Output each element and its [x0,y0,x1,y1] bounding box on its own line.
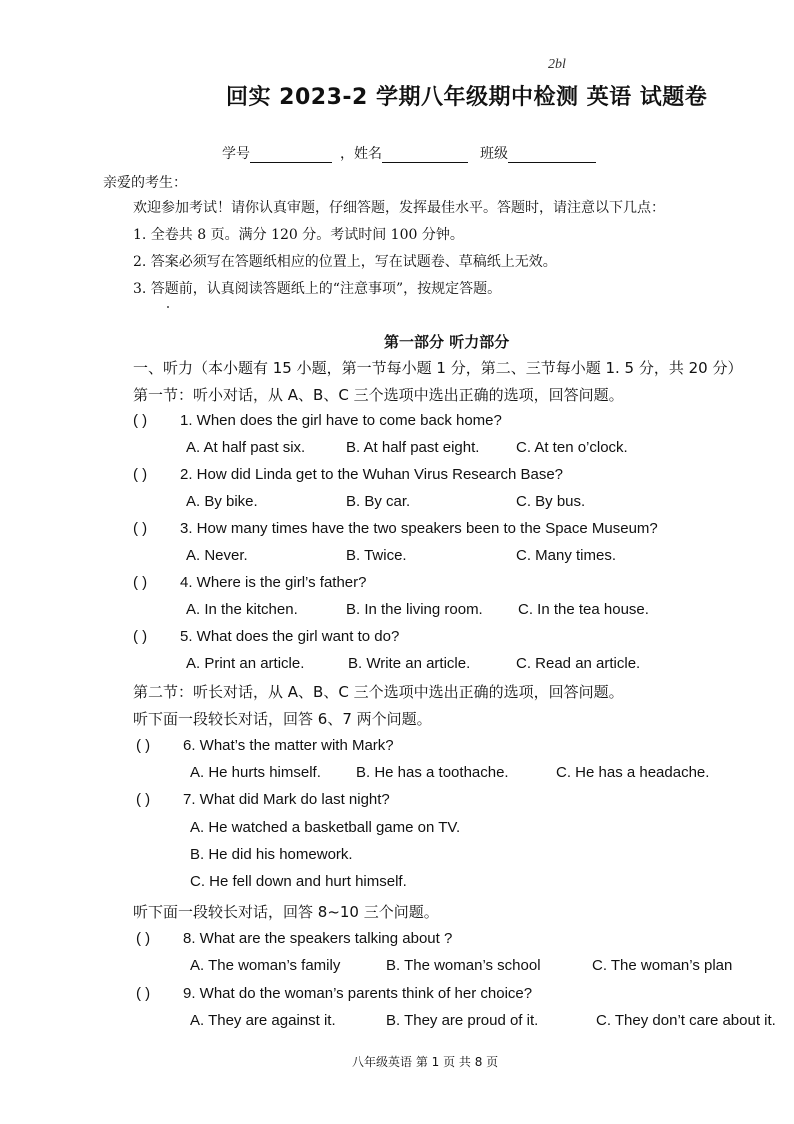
question-stem: 5. What does the girl want to do? [180,628,400,645]
student-class-field[interactable] [480,143,596,163]
option-c[interactable]: C. The woman’s plan [592,957,733,974]
option-a[interactable]: A. He watched a basketball game on TV. [190,819,461,836]
instruction-line: 欢迎参加考试！请你认真审题，仔细答题，发挥最佳水平。答题时，请注意以下几点： [133,200,665,216]
option-b[interactable]: B. By car. [346,493,411,510]
dialog-intro: 听下面一段较长对话，回答 6、7 两个问题。 [133,710,432,728]
option-c[interactable]: C. In the tea house. [518,601,649,618]
question-stem: 1. When does the girl have to come back home? [180,412,502,429]
option-c[interactable]: C. He fell down and hurt himself. [190,873,407,890]
option-a[interactable]: A. By bike. [186,493,258,510]
answer-blank[interactable]: ( ) [133,466,148,483]
stray-mark [167,306,169,308]
option-b[interactable]: B. The woman’s school [386,957,541,974]
answer-blank[interactable]: ( ) [133,628,148,645]
instruction-line: 3. 答题前，认真阅读答题纸上的“注意事项”，按规定答题。 [133,281,502,297]
answer-blank[interactable]: ( ) [133,412,148,429]
option-a[interactable]: A. He hurts himself. [190,764,321,781]
handwritten-note: 2bl [548,57,566,72]
option-c[interactable]: C. By bus. [516,493,586,510]
question-stem: 2. How did Linda get to the Wuhan Virus Research Base? [180,466,564,483]
section-intro: 第二节：听长对话，从 A、B、C 三个选项中选出正确的选项，回答问题。 [133,683,624,701]
option-a[interactable]: A. At half past six. [186,439,306,456]
student-class-label: 班级 [480,146,508,162]
option-b[interactable]: B. Twice. [346,547,407,564]
section-header: 一、听力（本小题有 15 小题，第一节每小题 1 分，第二、三节每小题 1. 5 分，共 20 分） [133,359,743,377]
answer-blank[interactable]: ( ) [136,791,151,808]
question-stem: 3. How many times have the two speakers been to the Space Museum? [180,520,658,537]
question-stem: 8. What are the speakers talking about ? [183,930,453,947]
option-c[interactable]: C. Many times. [516,547,617,564]
part-title: 第一部分 听力部分 [384,333,510,351]
option-a[interactable]: A. They are against it. [190,1012,336,1029]
question-stem: 7. What did Mark do last night? [183,791,390,808]
option-b[interactable]: B. At half past eight. [346,439,480,456]
student-name-field[interactable] [340,143,468,163]
question-stem: 4. Where is the girl’s father? [180,574,367,591]
option-c[interactable]: C. At ten o’clock. [516,439,628,456]
option-c[interactable]: C. They don’t care about it. [596,1012,776,1029]
question-stem: 9. What do the woman’s parents think of her choice? [183,985,533,1002]
option-b[interactable]: B. Write an article. [348,655,471,672]
option-c[interactable]: C. Read an article. [516,655,641,672]
student-name-blank[interactable] [382,148,468,163]
answer-blank[interactable]: ( ) [133,520,148,537]
option-b[interactable]: B. He has a toothache. [356,764,509,781]
student-class-blank[interactable] [508,148,596,163]
question-stem: 6. What’s the matter with Mark? [183,737,394,754]
option-b[interactable]: B. He did his homework. [190,846,353,863]
greeting: 亲爱的考生： [103,175,187,191]
student-id-blank[interactable] [250,148,332,163]
option-b[interactable]: B. In the living room. [346,601,483,618]
option-c[interactable]: C. He has a headache. [556,764,710,781]
answer-blank[interactable]: ( ) [136,737,151,754]
option-a[interactable]: A. Print an article. [186,655,305,672]
page-footer: 八年级英语 第 1 页 共 8 页 [352,1055,499,1069]
page-title: 回实 2023-2 学期八年级期中检测 英语 试题卷 [226,85,708,110]
option-a[interactable]: A. The woman’s family [190,957,341,974]
answer-blank[interactable]: ( ) [136,930,151,947]
instruction-line: 1. 全卷共 8 页。满分 120 分。考试时间 100 分钟。 [133,227,464,243]
section-intro: 第一节：听小对话，从 A、B、C 三个选项中选出正确的选项，回答问题。 [133,386,624,404]
student-id-field[interactable] [222,143,332,163]
dialog-intro: 听下面一段较长对话，回答 8~10 三个问题。 [133,903,439,921]
option-a[interactable]: A. Never. [186,547,248,564]
student-id-label: 学号 [222,146,250,162]
student-name-label: ，姓名 [340,146,382,162]
instruction-line: 2. 答案必须写在答题纸相应的位置上，写在试题卷、草稿纸上无效。 [133,254,557,270]
option-a[interactable]: A. In the kitchen. [186,601,298,618]
answer-blank[interactable]: ( ) [136,985,151,1002]
answer-blank[interactable]: ( ) [133,574,148,591]
option-b[interactable]: B. They are proud of it. [386,1012,539,1029]
